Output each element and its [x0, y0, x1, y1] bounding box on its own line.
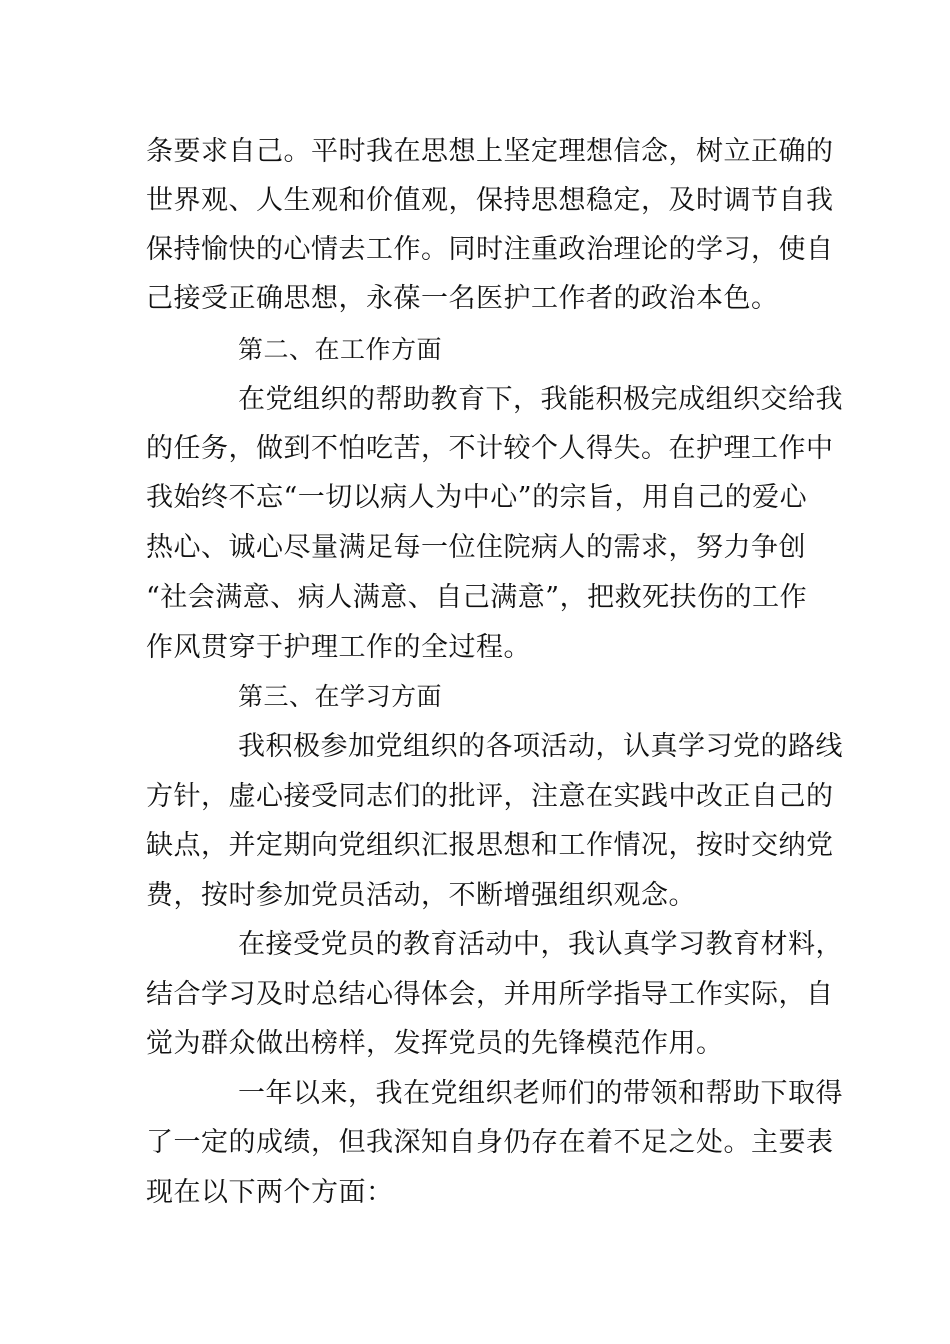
paragraph-line: 我始终不忘“一切以病人为中心”的宗旨，用自己的爱心 [146, 482, 808, 513]
document-body [146, 0, 843, 1344]
paragraph-line: 条要求自己。平时我在思想上坚定理想信念，树立正确的 [146, 136, 834, 167]
paragraph-line: 的任务，做到不怕吃苦，不计较个人得失。在护理工作中 [146, 433, 834, 464]
section-heading-study: 第三、在学习方面 [238, 682, 443, 711]
paragraph-line: “社会满意、病人满意、自己满意”，把救死扶伤的工作 [146, 582, 808, 613]
paragraph-line: 保持愉快的心情去工作。同时注重政治理论的学习，使自 [146, 234, 834, 265]
paragraph-line: 在接受党员的教育活动中，我认真学习教育材料， [238, 929, 843, 960]
paragraph-line: 结合学习及时总结心得体会，并用所学指导工作实际，自 [146, 979, 834, 1010]
section-heading-work: 第二、在工作方面 [238, 335, 443, 364]
paragraph-line: 觉为群众做出榜样，发挥党员的先锋模范作用。 [146, 1028, 724, 1059]
paragraph-line: 作风贯穿于护理工作的全过程。 [146, 632, 531, 663]
paragraph-line: 在党组织的帮助教育下，我能积极完成组织交给我 [238, 384, 843, 415]
paragraph-line: 费，按时参加党员活动，不断增强组织观念。 [146, 880, 696, 911]
paragraph-line: 了一定的成绩，但我深知自身仍存在着不足之处。主要表 [146, 1127, 834, 1158]
paragraph-line: 现在以下两个方面： [146, 1177, 394, 1208]
paragraph-line: 我积极参加党组织的各项活动，认真学习党的路线 [238, 731, 843, 762]
paragraph-line: 己接受正确思想，永葆一名医护工作者的政治本色。 [146, 283, 779, 314]
paragraph-line: 一年以来，我在党组织老师们的带领和帮助下取得 [238, 1078, 843, 1109]
paragraph-line: 方针，虚心接受同志们的批评，注意在实践中改正自己的 [146, 781, 834, 812]
paragraph-line: 缺点，并定期向党组织汇报思想和工作情况，按时交纳党 [146, 830, 834, 861]
paragraph-line: 热心、诚心尽量满足每一位住院病人的需求，努力争创 [146, 532, 806, 563]
paragraph-line: 世界观、人生观和价值观，保持思想稳定，及时调节自我 [146, 185, 834, 216]
